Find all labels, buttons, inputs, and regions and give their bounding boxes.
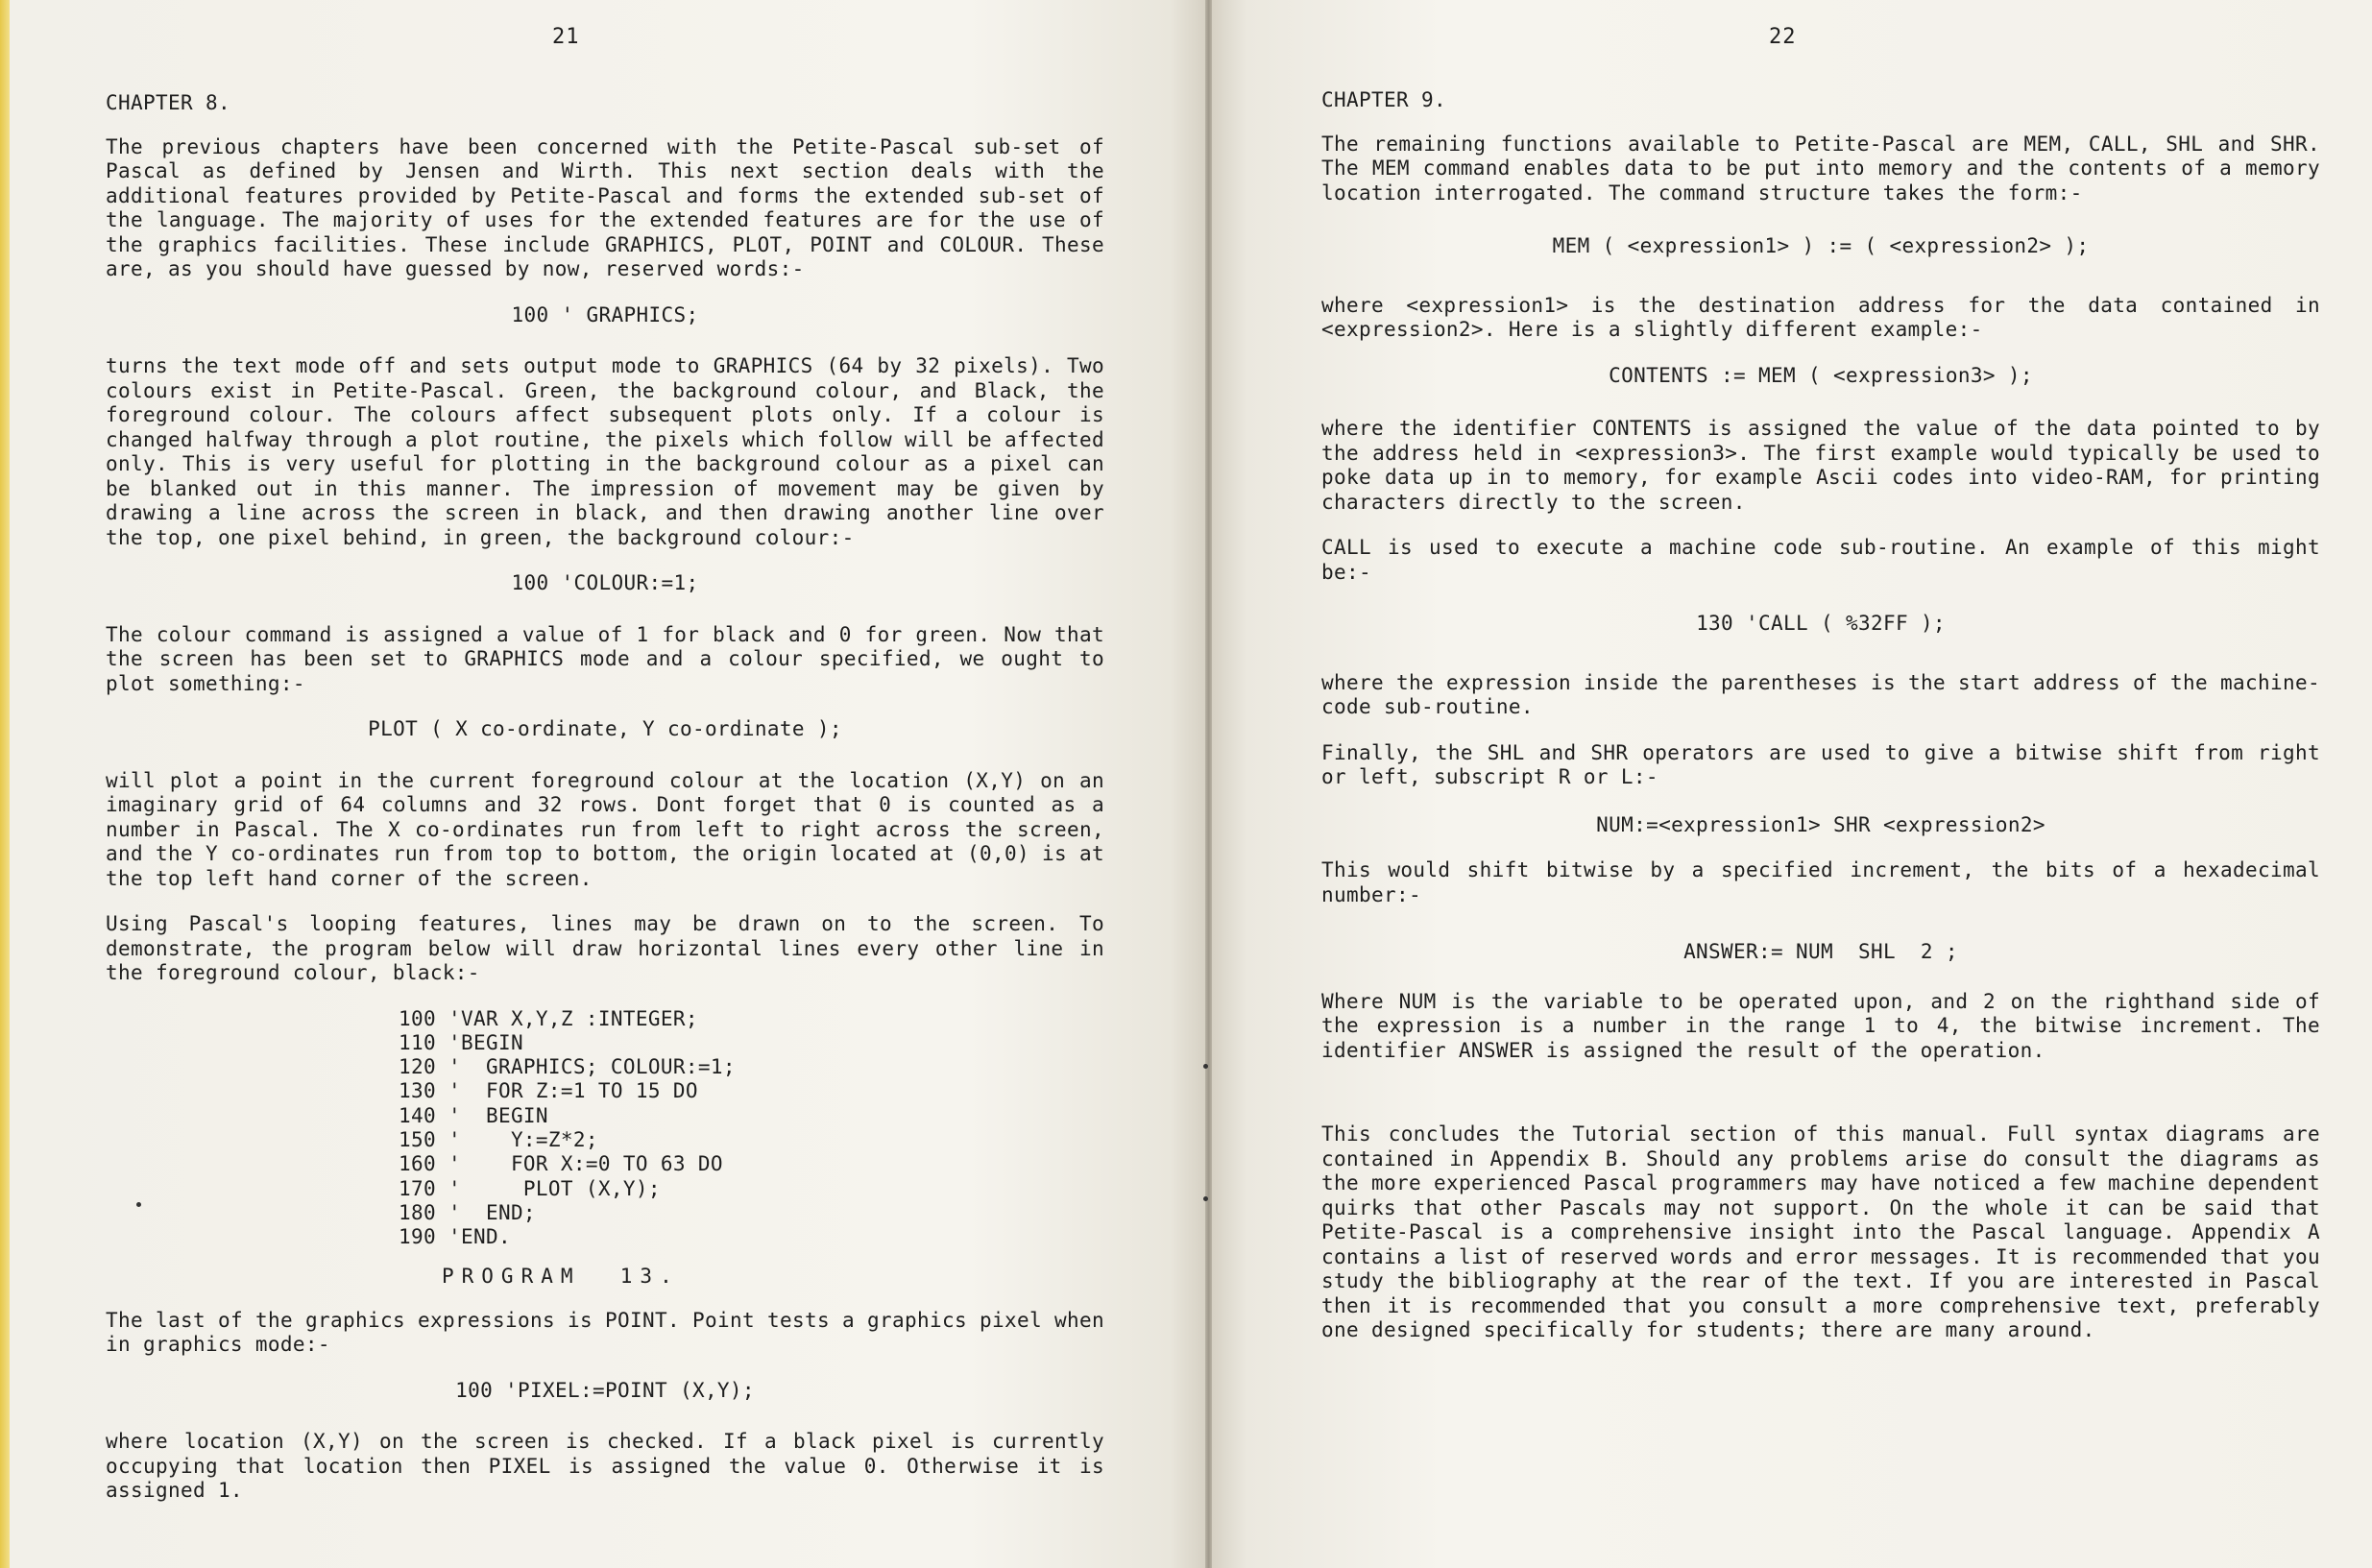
paragraph: turns the text mode off and sets output mode to GRAPHICS (64 by 32 pixels). Two colours exist in Petite-Pascal. Green, the background colour, and Black, the foreground colour. The colours affect subsequent plots only. If a colour is changed halfway through a plot routine, the pixels which follow will be affected only. This is very useful for plotting in the background colour as a pixel can be blanked out in this manner. The impression of movement may be given by drawing a line across the screen in black, and then drawing another line over the top, one pixel behind, in green, the background colour:-: [106, 354, 1104, 549]
paragraph: The remaining functions available to Petite-Pascal are MEM, CALL, SHL and SHR. The MEM command enables data to be put into memory and the contents of a memory location interrogated. The command structure takes the form:-: [1321, 132, 2320, 205]
paragraph: The last of the graphics expressions is POINT. Point tests a graphics pixel when in graphics mode:-: [106, 1308, 1104, 1357]
right-page: [1212, 0, 2372, 1568]
code-line: PLOT ( X co-ordinate, Y co-ordinate );: [368, 717, 842, 740]
book-gutter: [1205, 0, 1212, 1568]
page-content: [1321, 88, 2320, 1364]
page-number: 21: [552, 25, 580, 49]
chapter-heading: CHAPTER 8.: [106, 91, 230, 114]
paragraph: where the identifier CONTENTS is assigned the value of the data pointed to by the address held in <expression3>. The first example would typically be used to poke data up in to memory, for example Ascii codes into video-RAM, for printing characters directly to the screen.: [1321, 417, 2320, 514]
code-line: 130 'CALL ( %32FF );: [1696, 612, 1946, 635]
section-gap: [1321, 1084, 2320, 1122]
code-line: 100 ' GRAPHICS;: [511, 302, 699, 326]
listing-line: 160 ' FOR X:=0 TO 63 DO: [399, 1152, 723, 1176]
code-line: NUM:=<expression1> SHR <expression2>: [1596, 812, 2045, 836]
program-listing: [106, 1007, 1104, 1250]
code-line: 100 'PIXEL:=POINT (X,Y);: [455, 1378, 755, 1402]
program-caption: PROGRAM 13.: [442, 1265, 680, 1289]
paragraph: where location (X,Y) on the screen is checked. If a black pixel is currently occupying that location then PIXEL is assigned the value 0. Otherwise it is assigned 1.: [106, 1430, 1104, 1503]
paragraph: The previous chapters have been concerned with the Petite-Pascal sub-set of Pascal as defined by Jensen and Wirth. This next section deals with the additional features provided by Petite-Pascal and forms the extended sub-set of the language. The majority of uses for the extended features are for the use of the graphics facilities. These include GRAPHICS, PLOT, POINT and COLOUR. These are, as you should have guessed by now, reserved words:-: [106, 134, 1104, 280]
paragraph: The colour command is assigned a value of 1 for black and 0 for green. Now that the screen has been set to GRAPHICS mode and a colour specified, we ought to plot something:-: [106, 622, 1104, 695]
page-number: 22: [1769, 25, 1797, 49]
listing-line: 140 ' BEGIN: [399, 1103, 548, 1127]
code-line: 100 'COLOUR:=1;: [511, 571, 699, 594]
paragraph: will plot a point in the current foreground colour at the location (X,Y) on an imaginary grid of 64 columns and 32 rows. Dont forget that 0 is counted as a number in Pascal. The X co-ordinates run from left to right across the screen, and the Y co-ordinates run from top to bottom, the origin located at (0,0) is at the top left hand corner of the screen.: [106, 768, 1104, 890]
print-speck: [1203, 1064, 1208, 1069]
paragraph: where <expression1> is the destination address for the data contained in <expression2>. Here is a slightly different example:-: [1321, 293, 2320, 341]
code-line: CONTENTS := MEM ( <expression3> );: [1609, 363, 2033, 387]
listing-line: 150 ' Y:=Z*2;: [399, 1127, 598, 1151]
paragraph: This would shift bitwise by a specified increment, the bits of a hexadecimal number:-: [1321, 858, 2320, 906]
code-line: MEM ( <expression1> ) := ( <expression2> );: [1552, 234, 2090, 257]
paragraph: Where NUM is the variable to be operated upon, and 2 on the righthand side of the expression is a number in the range 1 to 4, the bitwise increment. The identifier ANSWER is assigned the result of the operation.: [1321, 989, 2320, 1062]
listing-line: 110 'BEGIN: [399, 1030, 523, 1054]
listing-line: 120 ' GRAPHICS; COLOUR:=1;: [399, 1055, 736, 1079]
paragraph: This concludes the Tutorial section of this manual. Full syntax diagrams are contained in Appendix B. Should any problems arise do consult the diagrams as the more experienced Pascal programmers may have noticed a few machine dependent quirks that other Pascals may not support. On the whole it can be said that Petite-Pascal is a comprehensive insight into the Pascal language. Appendix A contains a list of reserved words and error messages. It is recommended that you study the bibliography at the rear of the text. If you are interested in Pascal then it is recommended that you consult a more comprehensive text, preferably one designed specifically for students; there are many around.: [1321, 1122, 2320, 1341]
left-page: [10, 0, 1205, 1568]
listing-line: 190 'END.: [399, 1225, 511, 1249]
paragraph: Using Pascal's looping features, lines may be drawn on to the screen. To demonstrate, the program below will draw horizontal lines every other line in the foreground colour, black:-: [106, 912, 1104, 984]
book-edge: [0, 0, 10, 1568]
paragraph: CALL is used to execute a machine code sub-routine. An example of this might be:-: [1321, 536, 2320, 584]
chapter-heading: CHAPTER 9.: [1321, 88, 1446, 111]
print-speck: [1203, 1196, 1208, 1201]
paragraph: where the expression inside the parentheses is the start address of the machine-code sub-routine.: [1321, 670, 2320, 718]
listing-line: 170 ' PLOT (X,Y);: [399, 1176, 661, 1200]
page-content: [106, 91, 1104, 1525]
print-speck: [136, 1202, 141, 1207]
listing-line: 180 ' END;: [399, 1200, 536, 1224]
listing-line: 130 ' FOR Z:=1 TO 15 DO: [399, 1079, 698, 1103]
paragraph: Finally, the SHL and SHR operators are used to give a bitwise shift from right or left, subscript R or L:-: [1321, 740, 2320, 788]
code-line: ANSWER:= NUM SHL 2 ;: [1683, 940, 1958, 963]
listing-line: 100 'VAR X,Y,Z :INTEGER;: [399, 1006, 698, 1030]
